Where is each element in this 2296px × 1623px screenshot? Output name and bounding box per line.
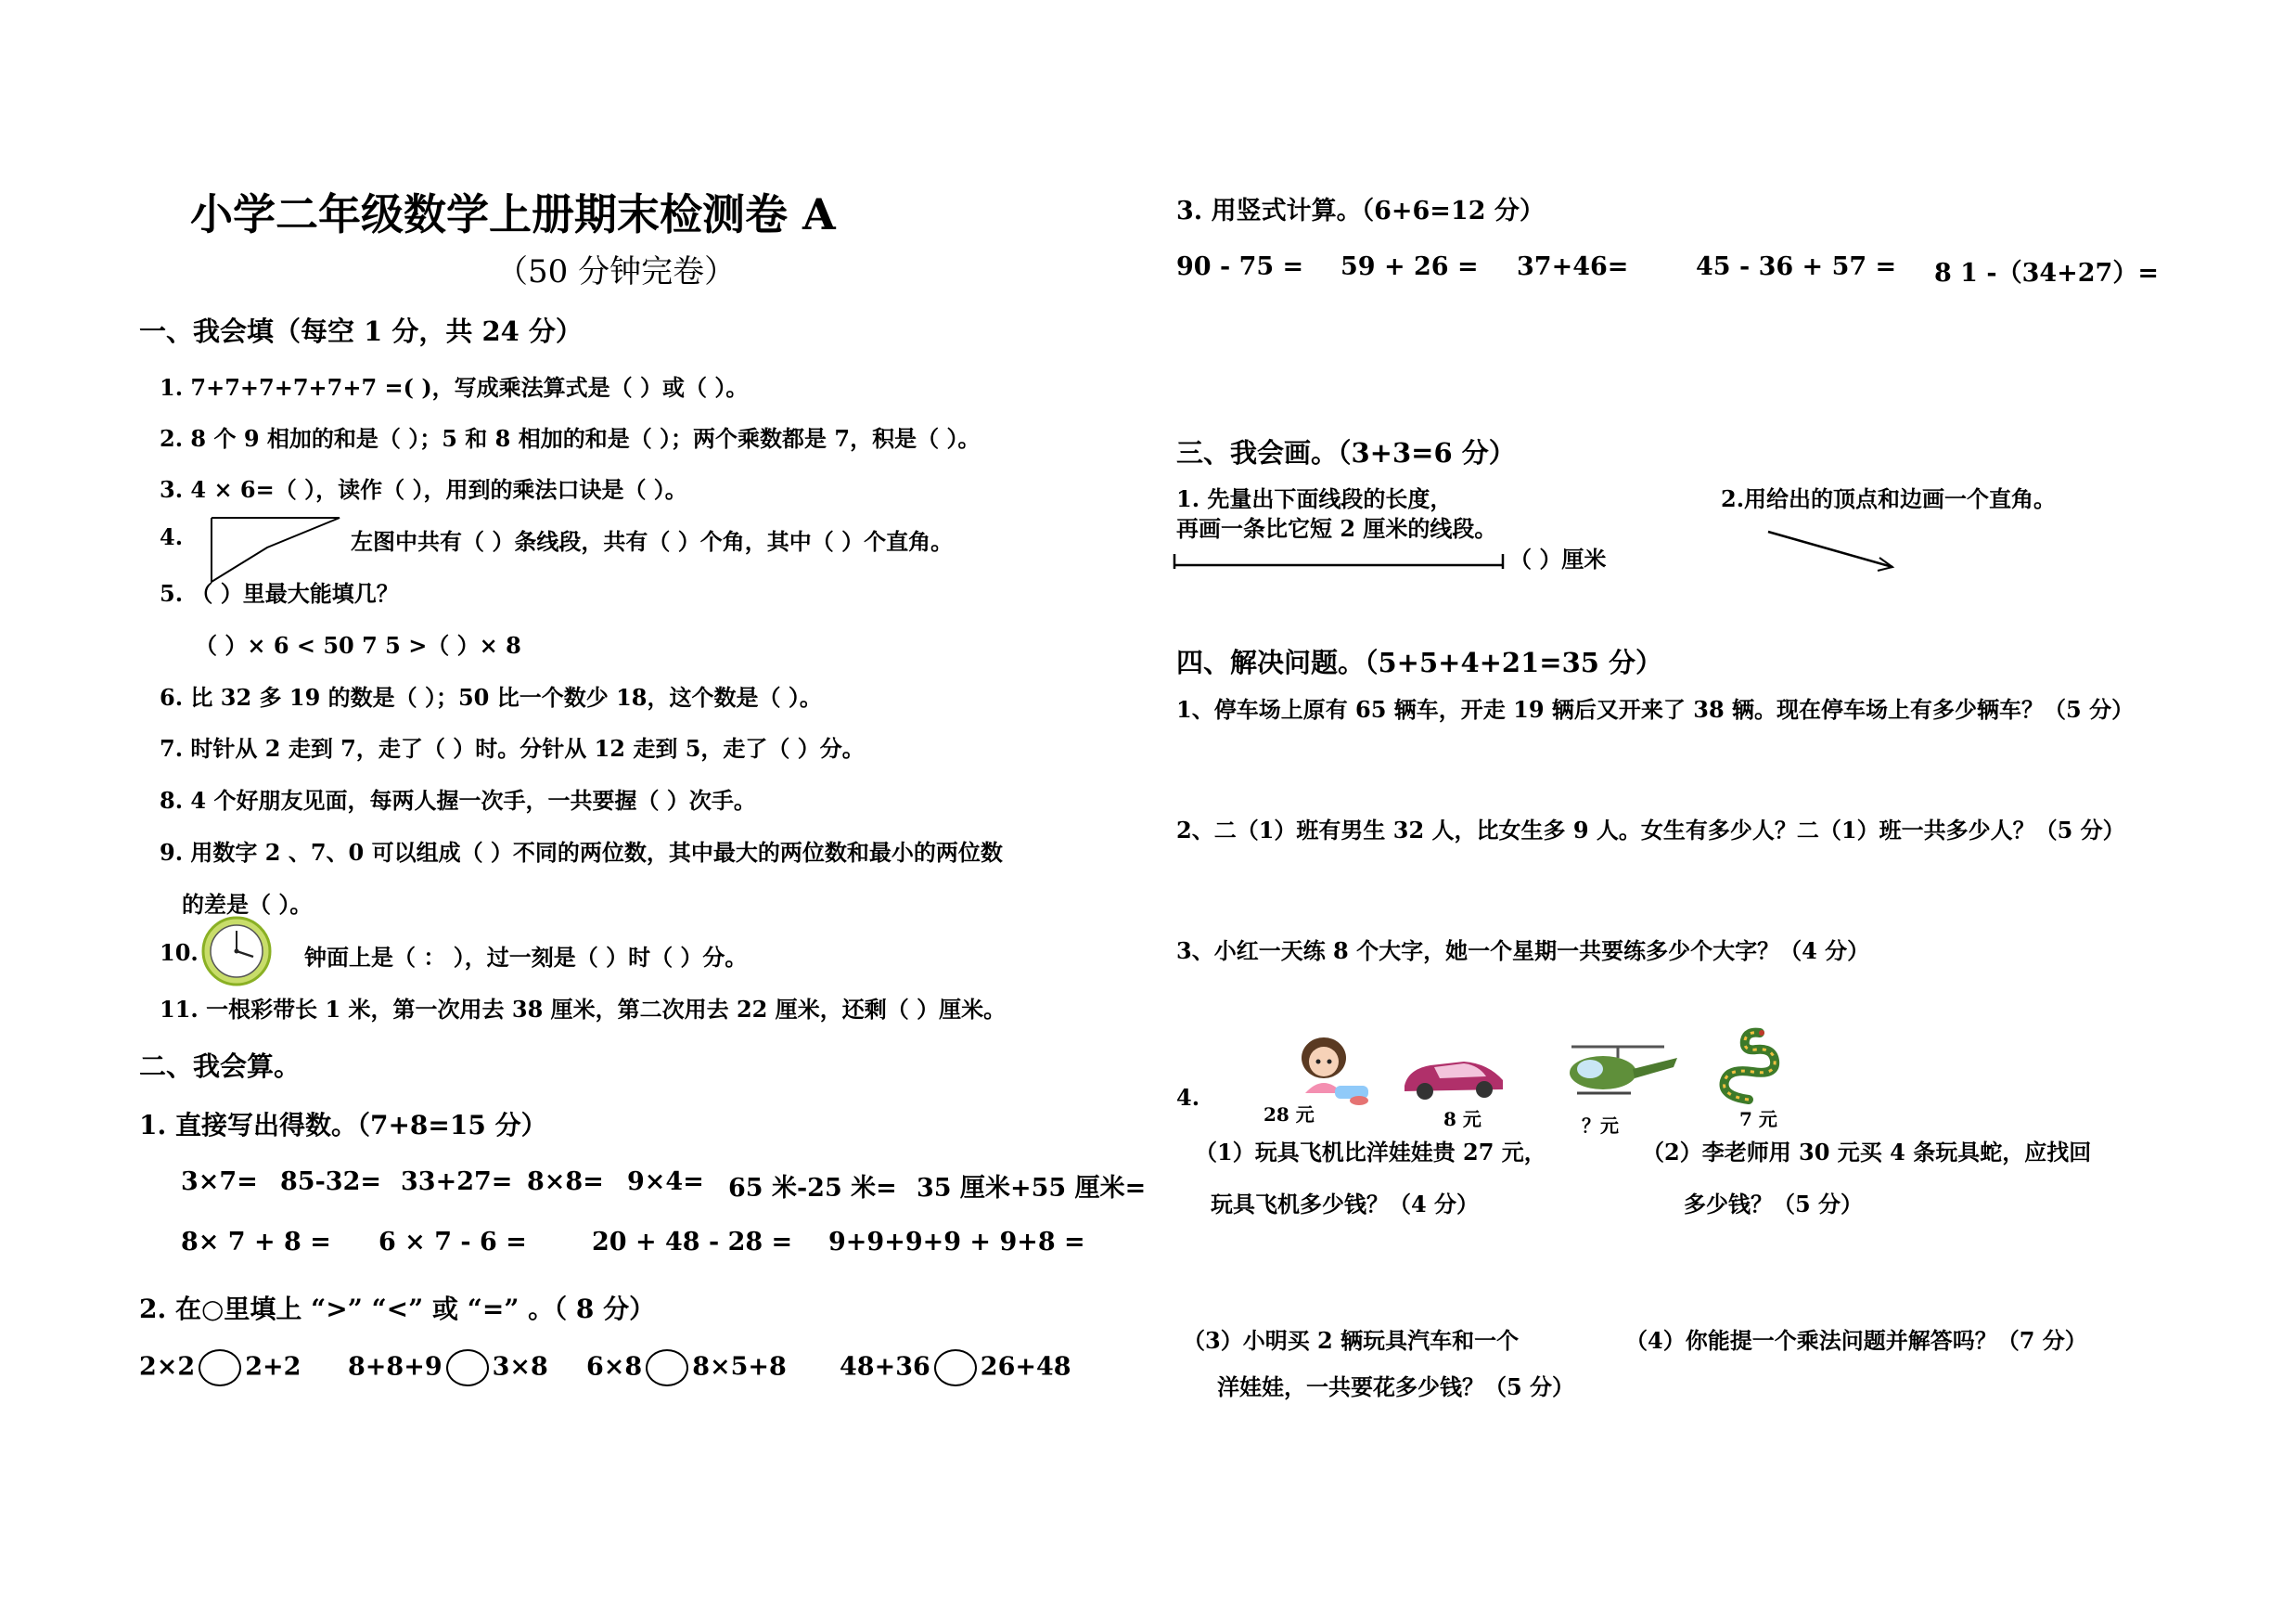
draw-question-1-answer: （ ）厘米 [1509,546,1607,573]
problem-4-1a: （1）玩具飞机比洋娃娃贵 27 元， [1195,1139,1546,1166]
question-1-9: 9. 用数字 2 、7、0 可以组成（ ）不同的两位数，其中最大的两位数和最小的两位数 [160,839,1003,866]
vertical-calc-5: 8 1 -（34+27）= [1934,259,2159,288]
problem-4-3a: （3）小明买 2 辆玩具汽车和一个 [1183,1327,1520,1354]
compare-3-right: 8×5+8 [692,1352,787,1382]
problem-1: 1、停车场上原有 65 辆车，开走 19 辆后又开来了 38 辆。现在停车场上有多少辆车？（5 分） [1176,696,2135,723]
compare-3-circle[interactable] [646,1349,688,1386]
oral-calc-10: 20 + 48 - 28 = [592,1228,793,1256]
question-1-9-cont: 的差是（ ）。 [182,891,313,918]
part2-sub2: 2. 在○里填上 “>” “<” 或 “=” 。（ 8 分） [139,1294,656,1324]
problem-4-2b: 多少钱？（5 分） [1684,1191,1864,1217]
compare-2-right: 3×8 [492,1352,548,1382]
compare-4-circle[interactable] [934,1349,977,1386]
draw-question-2: 2.用给出的顶点和边画一个直角。 [1721,485,2057,512]
question-1-11: 11. 一根彩带长 1 米，第一次用去 38 厘米，第二次用去 22 厘米，还剩（ ）厘米。 [160,996,1007,1023]
oral-calc-5: 9×4= [627,1167,704,1196]
compare-4 [840,1349,1071,1386]
price-snake: 7 元 [1739,1108,1777,1130]
question-1-6: 6. 比 32 多 19 的数是（ ）；50 比一个数少 18，这个数是（ ）。 [160,684,822,711]
problem-4-2a: （2）李老师用 30 元买 4 条玩具蛇，应找回 [1642,1139,2092,1166]
part2-heading: 二、我会算。 [139,1050,301,1082]
compare-2-circle[interactable] [446,1349,489,1386]
part4-heading: 四、解决问题。（5+5+4+21=35 分） [1176,647,1663,678]
given-ray [1763,524,1902,580]
measure-segment [1171,543,1514,576]
compare-3-left: 6×8 [586,1352,643,1382]
toy-helicopter-icon [1555,1039,1685,1104]
part2-sub3: 3. 用竖式计算。（6+6=12 分） [1176,197,1545,225]
question-1-5-sub: （ ）× 6 < 50 7 5 >（ ）× 8 [195,632,521,659]
compare-4-left: 48+36 [840,1352,930,1382]
compare-1-right: 2+2 [245,1352,301,1382]
oral-calc-8: 8× 7 + 8 = [181,1228,331,1256]
problem-3: 3、小红一天练 8 个大字，她一个星期一共要练多少个大字？（4 分） [1176,937,1870,964]
compare-2-left: 8+8+9 [348,1352,443,1382]
clock-icon [199,914,274,988]
compare-1-circle[interactable] [199,1349,241,1386]
question-1-2: 2. 8 个 9 相加的和是（ ）；5 和 8 相加的和是（ ）；两个乘数都是 7，积是（ ）。 [160,425,981,452]
draw-question-1b: 再画一条比它短 2 厘米的线段。 [1176,515,1497,542]
question-1-4-text: 左图中共有（ ）条线段，共有（ ）个角，其中（ ）个直角。 [351,528,954,555]
toy-snake-icon [1712,1025,1795,1109]
vertical-calc-4: 45 - 36 + 57 = [1696,252,1897,281]
compare-1 [139,1349,301,1386]
oral-calc-2: 85-32= [280,1167,381,1196]
compare-3 [586,1349,787,1386]
question-1-10-number: 10. [160,939,199,966]
vertical-calc-2: 59 + 26 = [1340,252,1479,281]
part3-heading: 三、我会画。（3+3=6 分） [1176,437,1516,469]
question-1-8: 8. 4 个好朋友见面，每两人握一次手，一共要握（ ）次手。 [160,787,756,814]
compare-4-right: 26+48 [980,1352,1071,1382]
oral-calc-3: 33+27= [401,1167,513,1196]
compare-1-left: 2×2 [139,1352,196,1382]
vertical-calc-3: 37+46= [1517,252,1629,281]
draw-question-1a: 1. 先量出下面线段的长度， [1176,485,1453,512]
page-subtitle: （50 分钟完卷） [496,253,737,290]
price-car: 8 元 [1443,1108,1481,1130]
question-1-4-number: 4. [160,523,184,550]
part1-heading: 一、我会填（每空 1 分，共 24 分） [139,316,583,347]
question-1-10-text: 钟面上是（ ： ），过一刻是（ ）时（ ）分。 [304,944,748,971]
vertical-calc-1: 90 - 75 = [1176,252,1304,281]
price-doll: 28 元 [1263,1103,1315,1126]
oral-calc-6: 65 米-25 米= [728,1174,897,1203]
oral-calc-11: 9+9+9+9 + 9+8 = [828,1228,1085,1256]
price-helicopter: ？元 [1582,1114,1619,1137]
problem-4-1b: 玩具飞机多少钱？（4 分） [1211,1191,1480,1217]
question-1-1: 1. 7+7+7+7+7+7 =( )，写成乘法算式是（ ）或（ ）。 [160,374,749,401]
question-1-3: 3. 4 × 6=（ ），读作（ ），用到的乘法口诀是（ ）。 [160,476,687,503]
question-1-5: 5. （ ）里最大能填几？ [160,580,399,607]
oral-calc-4: 8×8= [527,1167,604,1196]
part2-sub1: 1. 直接写出得数。（7+8=15 分） [139,1110,547,1140]
oral-calc-1: 3×7= [181,1167,258,1196]
problem-4-number: 4. [1176,1084,1200,1111]
problem-4-3b: 洋娃娃，一共要花多少钱？（5 分） [1217,1373,1575,1400]
line-figure-shape [212,518,340,582]
oral-calc-7: 35 厘米+55 厘米= [917,1174,1147,1203]
problem-4-4: （4）你能提一个乘法问题并解答吗？（7 分） [1625,1327,2087,1354]
question-1-7: 7. 时针从 2 走到 7，走了（ ）时。分针从 12 走到 5，走了（ ）分。 [160,735,865,762]
oral-calc-9: 6 × 7 - 6 = [378,1228,527,1256]
page-title: 小学二年级数学上册期末检测卷 A [190,189,836,239]
problem-2: 2、二（1）班有男生 32 人，比女生多 9 人。女生有多少人？二（1）班一共多少人？（5 分） [1176,817,2125,844]
compare-2 [348,1349,548,1386]
toy-car-icon [1399,1049,1510,1104]
